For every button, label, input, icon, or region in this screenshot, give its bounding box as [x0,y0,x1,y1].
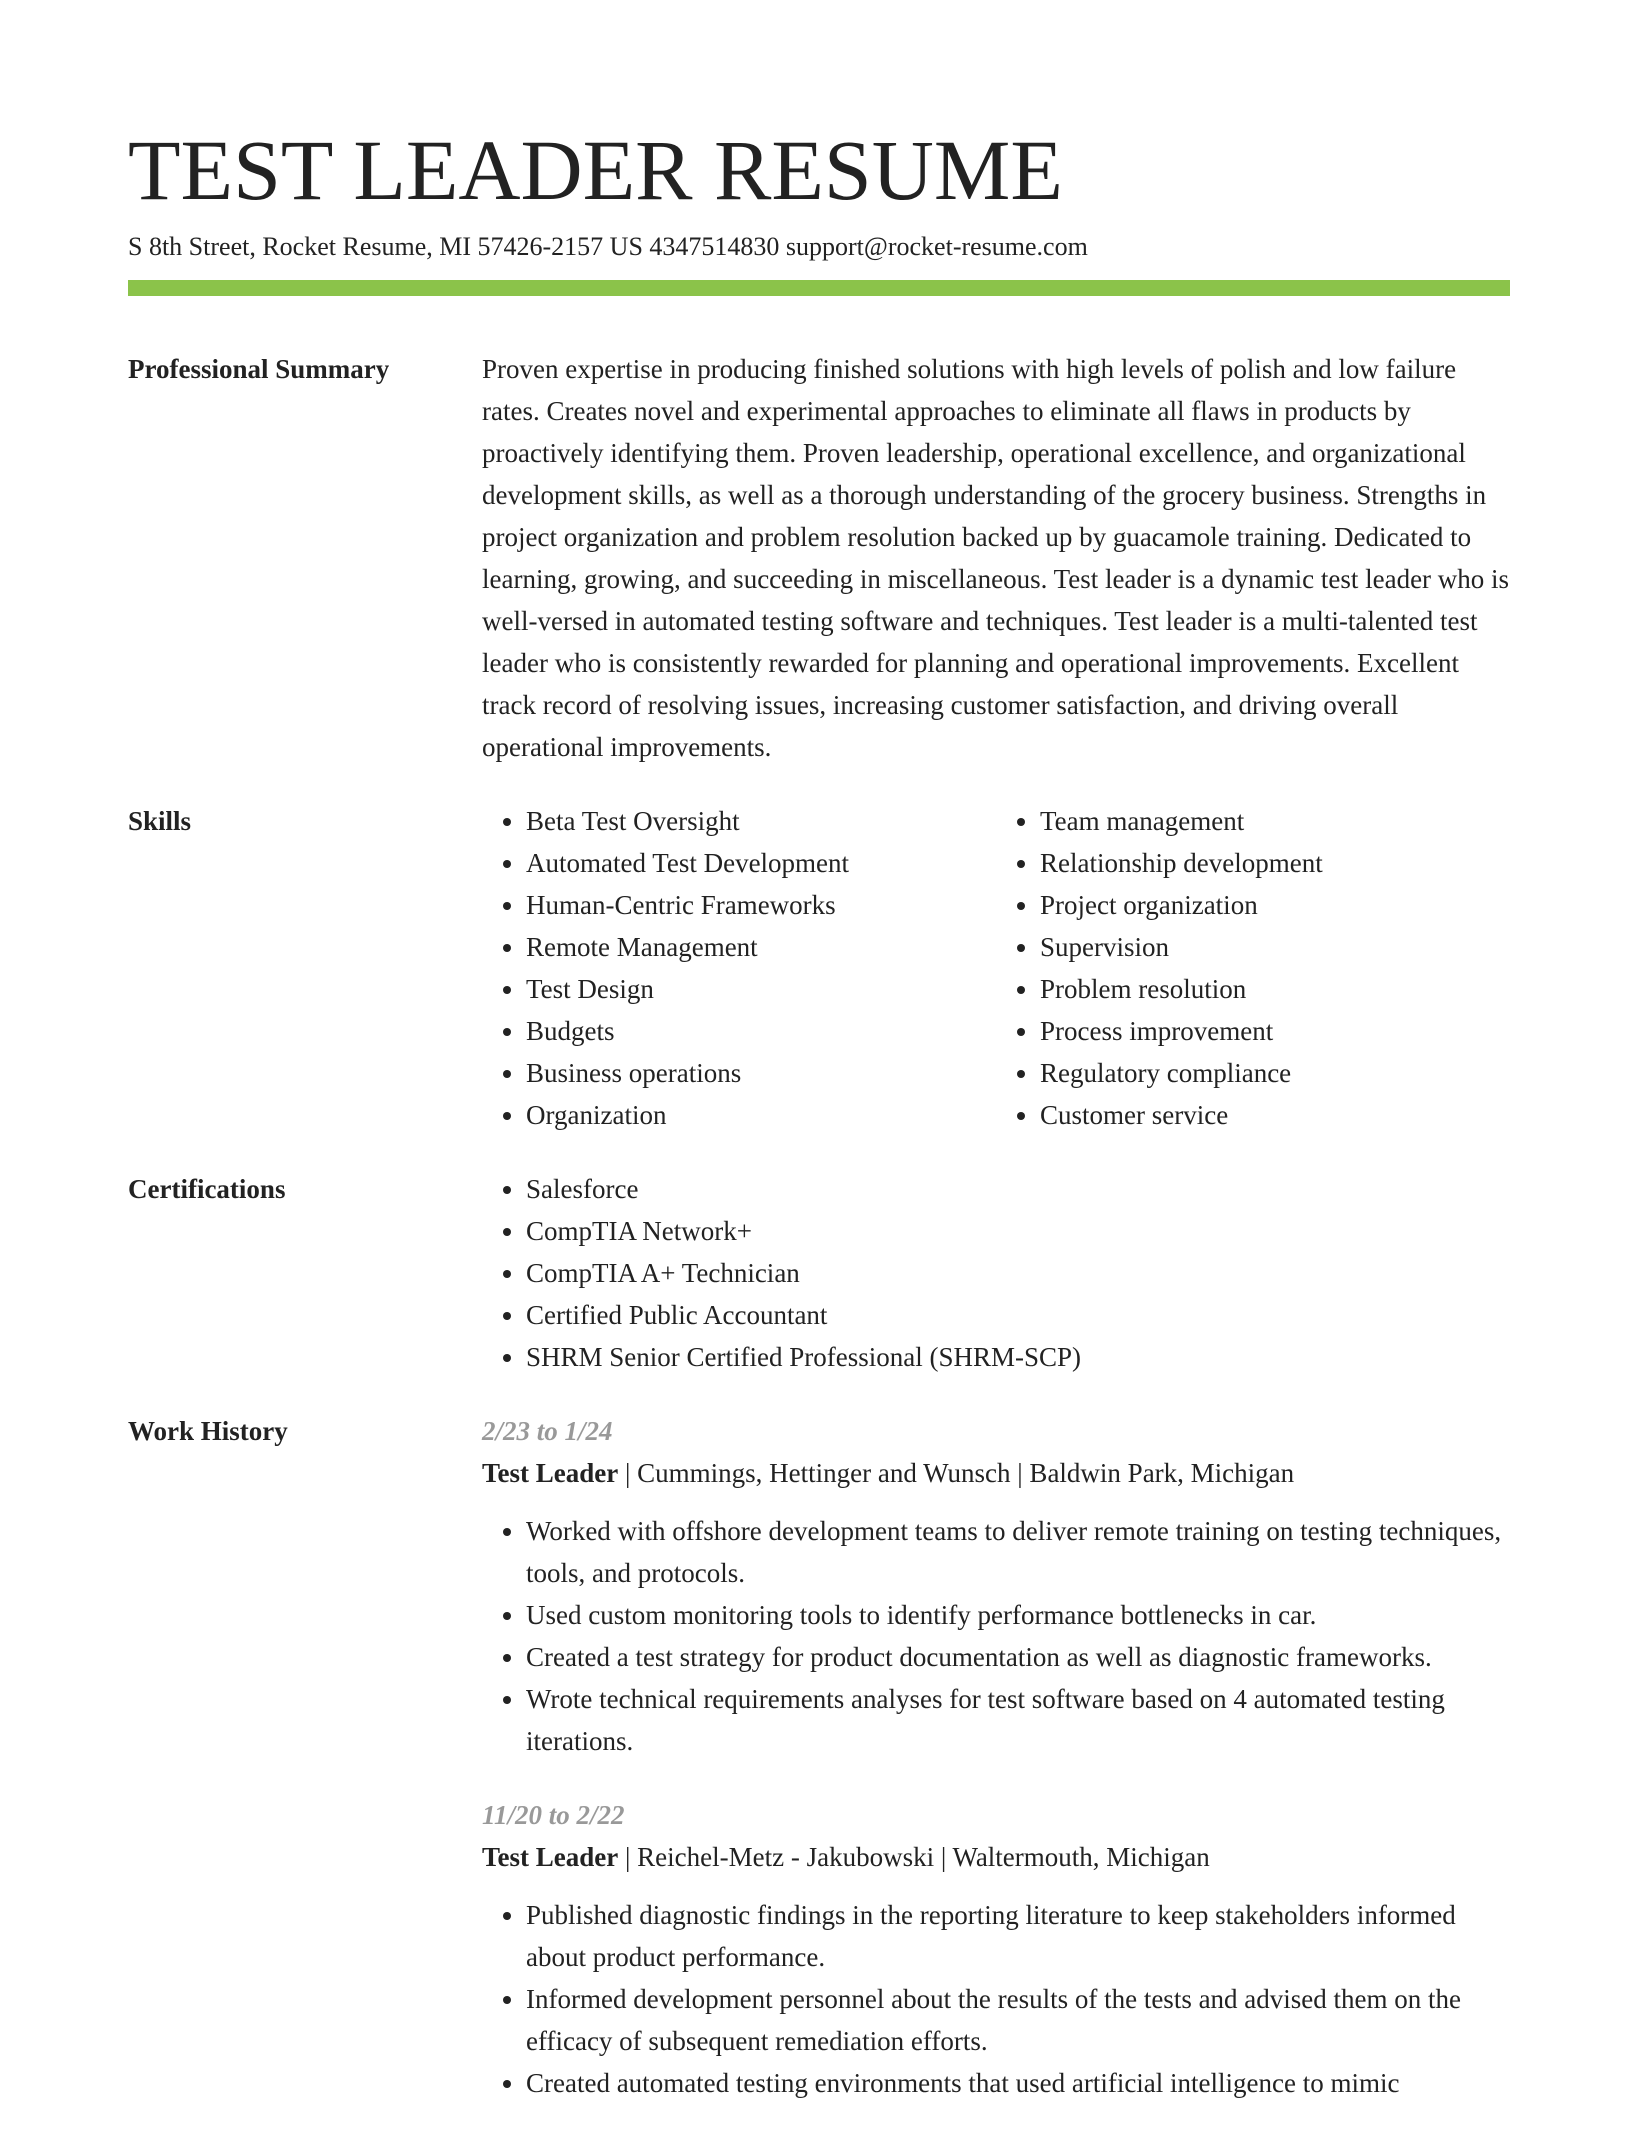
job-employer-location: | Cummings, Hettinger and Wunsch | Baldwin Park, Michigan [618,1458,1295,1488]
job-title: Test Leader [482,1842,619,1872]
certifications-label: Certifications [128,1174,286,1204]
job-dates: 2/23 to 1/24 [482,1416,613,1446]
skill-item: • Relationship development [1040,842,1510,884]
skill-item: • Process improvement [1040,1010,1510,1052]
summary-text: Proven expertise in producing finished solutions with high levels of polish and low failure rates. Creates novel and experimental approaches to eliminate all flaws in products by proactively identifying them. Proven leadership, operational excellence, and organizational development skills, as well as a thorough understanding of the grocery business. Strengths in project organization and problem resolution backed up by guacamole training. Dedicated to learning, growing, and succeeding in miscellaneous. Test leader is a dynamic test leader who is well-versed in automated testing software and techniques. Test leader is a multi-talented test leader who is consistently rewarded for planning and operational improvements. Excellent track record of resolving issues, increasing customer satisfaction, and driving overall operational improvements. [482,354,1510,762]
job-bullet: • Published diagnostic findings in the reporting literature to keep stakeholders informed about product performance. [526,1894,1510,1978]
job-bullets [482,1894,1510,2104]
skill-item: • Regulatory compliance [1040,1052,1510,1094]
job-heading [482,1452,1510,1494]
skill-item: • Business operations [526,1052,996,1094]
skill-item: • Remote Management [526,926,996,968]
skill-item: • Supervision [1040,926,1510,968]
job-bullet: • Created a test strategy for product documentation as well as diagnostic frameworks. [526,1636,1510,1678]
skills-section [128,800,1510,1136]
skill-item: • Human-Centric Frameworks [526,884,996,926]
certification-item: • CompTIA A+ Technician [526,1252,1510,1294]
resume-page [128,118,1510,2136]
job-title: Test Leader [482,1458,619,1488]
skill-item: • Customer service [1040,1094,1510,1136]
job-entry [482,1410,1510,1762]
skill-item: • Automated Test Development [526,842,996,884]
certification-item: • CompTIA Network+ [526,1210,1510,1252]
summary-label: Professional Summary [128,354,390,384]
job-dates: 11/20 to 2/22 [482,1800,625,1830]
skills-label: Skills [128,806,192,836]
certifications-list [482,1168,1510,1378]
job-bullet: • Wrote technical requirements analyses for test software based on 4 automated testing iterations. [526,1678,1510,1762]
work-history-section [128,1410,1510,2136]
certification-item: • Salesforce [526,1168,1510,1210]
skills-columns [482,800,1510,1136]
summary-section [128,348,1510,768]
job-bullet: • Created automated testing environments that used artificial intelligence to mimic [526,2062,1510,2104]
job-employer-location: | Reichel-Metz - Jakubowski | Waltermouth, Michigan [618,1842,1210,1872]
job-heading [482,1836,1510,1878]
job-bullet: • Worked with offshore development teams to deliver remote training on testing techniques, tools, and protocols. [526,1510,1510,1594]
job-entry [482,1794,1510,2104]
skill-item: • Budgets [526,1010,996,1052]
skill-item: • Problem resolution [1040,968,1510,1010]
header-divider [128,280,1510,296]
certification-item: • SHRM Senior Certified Professional (SHRM-SCP) [526,1336,1510,1378]
skill-item: • Test Design [526,968,996,1010]
contact-line: S 8th Street, Rocket Resume, MI 57426-2157 US 4347514830 support@rocket-resume.com [128,232,1088,261]
skill-item: • Team management [1040,800,1510,842]
page-title: TEST LEADER RESUME [128,122,1063,218]
skills-list-right [996,800,1510,1136]
skill-item: • Project organization [1040,884,1510,926]
skill-item: • Organization [526,1094,996,1136]
skills-list-left [482,800,996,1136]
certification-item: • Certified Public Accountant [526,1294,1510,1336]
job-bullet: • Informed development personnel about the results of the tests and advised them on the efficacy of subsequent remediation efforts. [526,1978,1510,2062]
certifications-section [128,1168,1510,1378]
job-bullet: • Used custom monitoring tools to identify performance bottlenecks in car. [526,1594,1510,1636]
job-bullets [482,1510,1510,1762]
skill-item: • Beta Test Oversight [526,800,996,842]
work-history-label: Work History [128,1416,288,1446]
